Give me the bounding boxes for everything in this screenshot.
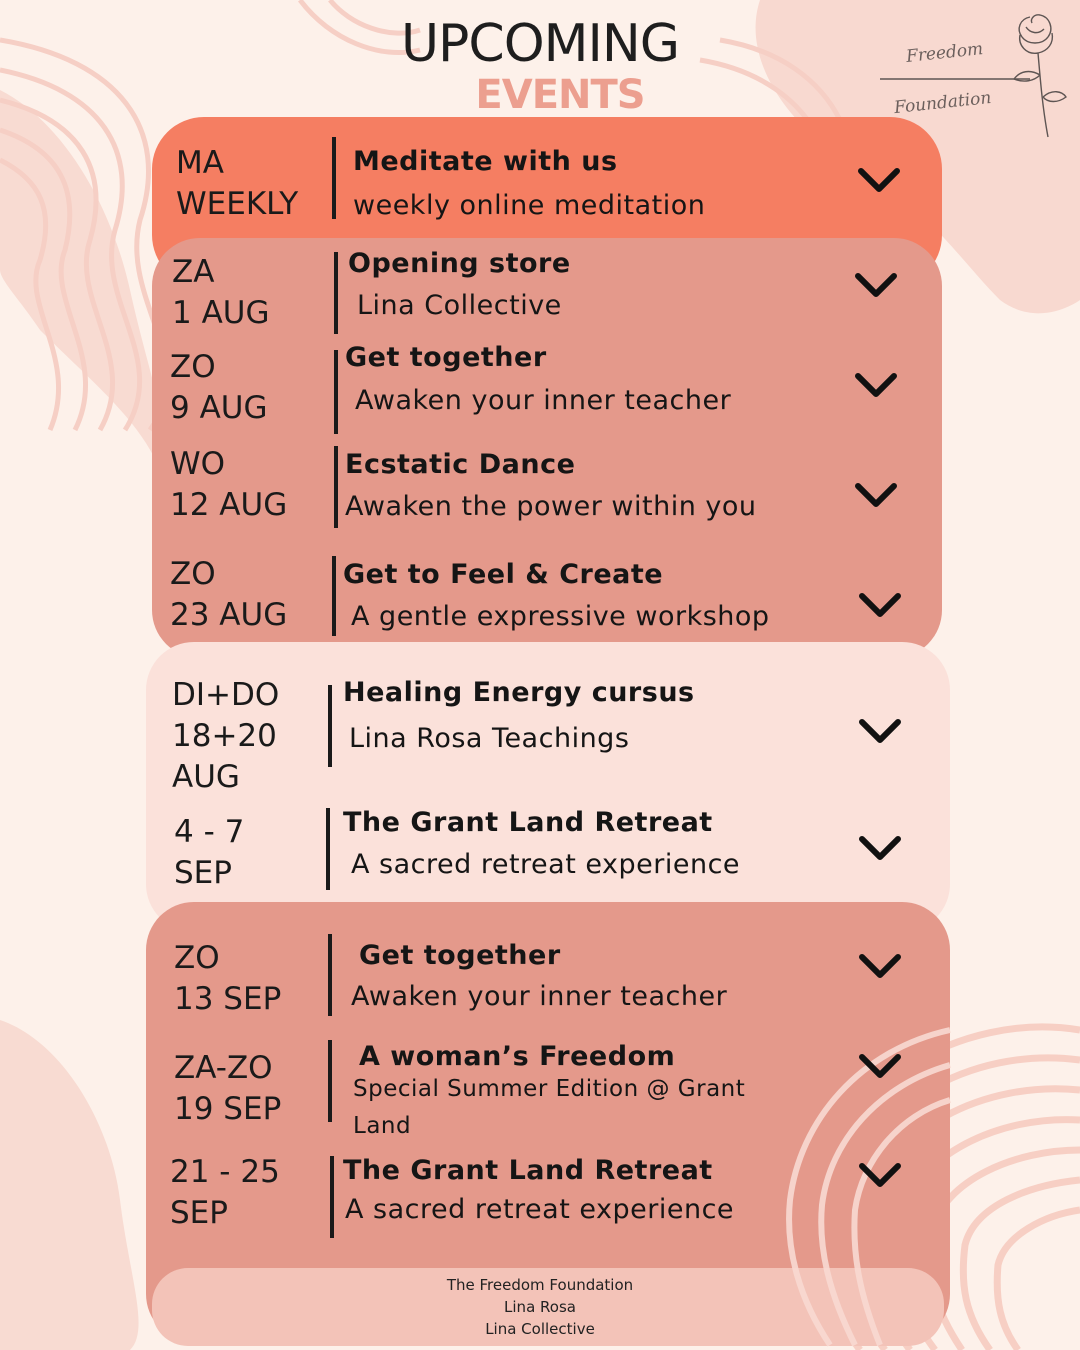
event-title: Get to Feel & Create (343, 559, 664, 590)
chevron-down-icon[interactable] (853, 370, 899, 400)
chevron-down-icon[interactable] (857, 1160, 903, 1190)
event-description: Lina Collective (357, 290, 562, 321)
chevron-down-icon[interactable] (853, 270, 899, 300)
event-divider (332, 556, 336, 636)
event-description: Awaken your inner teacher (351, 981, 728, 1012)
event-description: Lina Rosa Teachings (349, 723, 630, 754)
event-description: A gentle expressive workshop (351, 601, 770, 632)
event-title: Get together (359, 940, 561, 971)
freedom-foundation-logo (880, 5, 1070, 145)
event-date: ZA-ZO 19 SEP (174, 1050, 282, 1127)
event-date: ZO 23 AUG (170, 556, 288, 633)
event-description: weekly online meditation (353, 190, 706, 221)
footer-line: The Freedom Foundation (446, 1276, 634, 1294)
event-date: ZO 13 SEP (174, 940, 282, 1017)
page-title: UPCOMING (400, 14, 680, 74)
event-date: 4 - 7 SEP (174, 814, 245, 891)
event-date: DI+DO 18+20 AUG (172, 677, 280, 795)
footer (0, 1274, 1080, 1340)
chevron-down-icon[interactable] (857, 590, 903, 620)
event-description: A sacred retreat experience (351, 849, 741, 880)
event-description: Awaken your inner teacher (355, 385, 732, 416)
event-divider (334, 252, 338, 334)
event-title: Meditate with us (353, 146, 618, 177)
event-divider (332, 137, 336, 219)
event-title: The Grant Land Retreat (343, 807, 713, 838)
chevron-down-icon[interactable] (857, 716, 903, 746)
event-title: Ecstatic Dance (345, 449, 576, 480)
event-title: A woman’s Freedom (359, 1041, 676, 1072)
chevron-down-icon[interactable] (857, 951, 903, 981)
event-title: Opening store (348, 248, 571, 279)
chevron-down-icon[interactable] (857, 833, 903, 863)
event-divider (334, 446, 338, 528)
event-date: WO 12 AUG (170, 446, 288, 523)
event-description: Special Summer Edition @ Grant Land (353, 1076, 746, 1139)
event-date: MA WEEKLY (176, 145, 299, 222)
chevron-down-icon[interactable] (857, 1051, 903, 1081)
event-divider (328, 934, 332, 1016)
chevron-down-icon[interactable] (856, 165, 902, 195)
event-description: A sacred retreat experience (345, 1194, 735, 1225)
logo-text-foundation: Foundation (893, 87, 993, 119)
event-date: 21 - 25 SEP (170, 1154, 280, 1231)
chevron-down-icon[interactable] (853, 480, 899, 510)
footer-line: Lina Collective (485, 1320, 595, 1338)
event-title: The Grant Land Retreat (343, 1155, 713, 1186)
event-divider (326, 808, 330, 890)
event-divider (334, 350, 338, 434)
event-description: Awaken the power within you (345, 491, 757, 522)
event-divider (328, 1040, 332, 1122)
event-divider (328, 685, 332, 767)
event-divider (330, 1156, 334, 1238)
page-subtitle: EVENTS (475, 72, 645, 118)
event-title: Healing Energy cursus (343, 677, 695, 708)
event-date: ZO 9 AUG (170, 349, 268, 426)
footer-line: Lina Rosa (504, 1298, 576, 1316)
event-date: ZA 1 AUG (172, 254, 270, 331)
event-title: Get together (345, 342, 547, 373)
rose-icon (880, 5, 1070, 145)
logo-text-freedom: Freedom (905, 39, 985, 67)
